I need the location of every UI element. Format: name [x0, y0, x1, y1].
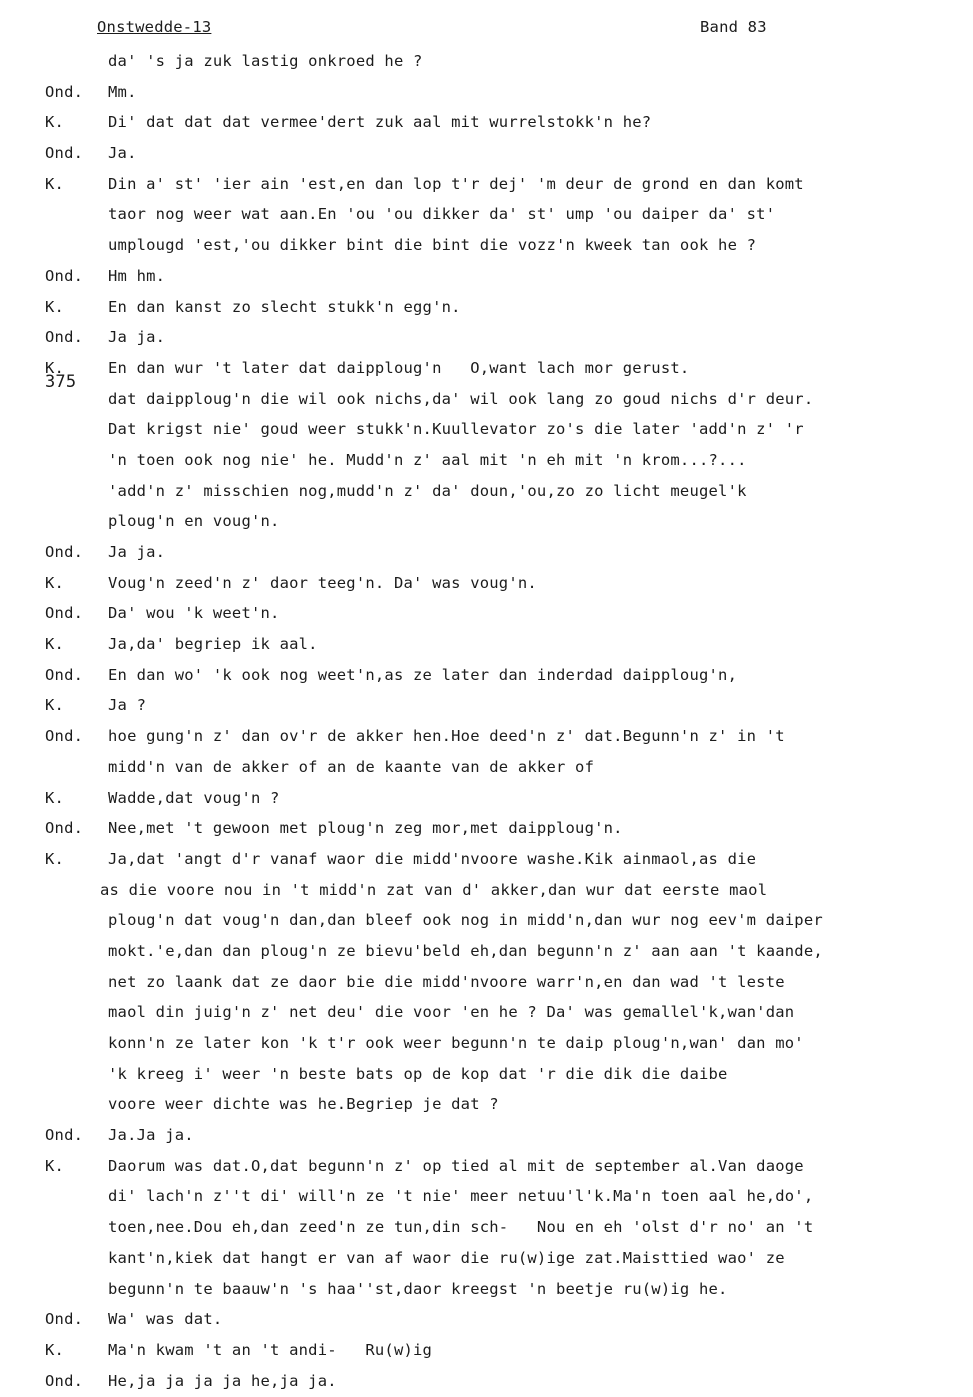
transcript-line [0, 138, 973, 169]
transcript-line [0, 568, 973, 599]
speaker-label: Ond. [45, 266, 84, 285]
utterance-text: Din a' st' 'ier ain 'est,en dan lop t'r dej' 'm deur de grond en dan komt [108, 174, 804, 193]
speaker-label: K. [45, 1156, 65, 1175]
speaker-label: Ond. [45, 1371, 84, 1390]
transcript-line [0, 598, 973, 629]
transcript-line [0, 1028, 973, 1059]
utterance-text: da' 's ja zuk lastig onkroed he ? [108, 52, 423, 70]
speaker-label: K. [45, 297, 65, 316]
speaker-label: K. [45, 696, 65, 715]
speaker-label: Ond. [45, 82, 84, 101]
transcript-line [0, 107, 973, 138]
transcript-line [0, 230, 973, 261]
transcript-line [0, 414, 973, 445]
transcript-line [0, 629, 973, 660]
transcript-line [0, 813, 973, 844]
speaker-label: Ond. [45, 819, 84, 838]
speaker-label: K. [45, 573, 65, 592]
utterance-text: Ja ja. [108, 328, 166, 347]
utterance-text: midd'n van de akker of an de kaante van de akker of [108, 757, 595, 776]
utterance-text: Ja,dat 'angt d'r vanaf waor die midd'nvoore washe.Kik ainmaol,as die [108, 849, 757, 868]
utterance-text: Voug'n zeed'n z' daor teeg'n. Da' was voug'n. [108, 573, 537, 592]
transcript-line [0, 721, 973, 752]
transcript-line [0, 506, 973, 537]
transcript-line [0, 46, 973, 77]
utterance-text: begunn'n te baauw'n 's haa''st,daor kreegst 'n beetje ru(w)ig he. [108, 1279, 728, 1298]
speaker-label: K. [45, 358, 65, 377]
utterance-text: Ja. [108, 144, 137, 163]
utterance-text: Dat krigst nie' goud weer stukk'n.Kuullevator zo's die later 'add'n z' 'r [108, 420, 804, 439]
transcript-line [0, 292, 973, 323]
document-title: Onstwedde-13 [97, 18, 212, 36]
utterance-text: ploug'n dat voug'n dan,dan bleef ook nog in midd'n,dan wur nog eev'm daiper [108, 911, 823, 930]
speaker-label: Ond. [45, 1310, 84, 1329]
utterance-text: toen,nee.Dou eh,dan zeed'n ze tun,din sch- Nou en eh 'olst d'r no' an 't [108, 1218, 814, 1237]
transcript-line [0, 353, 973, 384]
speaker-label: K. [45, 113, 65, 132]
transcript-line [0, 199, 973, 230]
transcript-line [0, 77, 973, 108]
transcript-line [0, 476, 973, 507]
utterance-text: Ma'n kwam 't an 't andi- Ru(w)ig [108, 1340, 433, 1359]
utterance-text: mokt.'e,dan dan ploug'n ze bievu'beld eh,dan begunn'n z' aan aan 't kaande, [108, 941, 823, 960]
utterance-text: Wadde,dat voug'n ? [108, 788, 280, 807]
speaker-label: Ond. [45, 604, 84, 623]
utterance-text: 'n toen ook nog nie' he. Mudd'n z' aal mit 'n eh mit 'n krom...?... [108, 450, 747, 469]
utterance-text: En dan kanst zo slecht stukk'n egg'n. [108, 297, 461, 316]
utterance-text: hoe gung'n z' dan ov'r de akker hen.Hoe deed'n z' dat.Begunn'n z' in 't [108, 727, 785, 746]
utterance-text: He,ja ja ja ja he,ja ja. [108, 1371, 337, 1390]
transcript-line [0, 690, 973, 721]
transcript-line [0, 1274, 973, 1305]
speaker-label: K. [45, 1340, 65, 1359]
transcript-line [0, 1212, 973, 1243]
transcript-line [0, 905, 973, 936]
transcript-line [0, 997, 973, 1028]
utterance-text: En dan wur 't later dat daipploug'n O,want lach mor gerust. [108, 358, 690, 377]
utterance-text: taor nog weer wat aan.En 'ou 'ou dikker da' st' ump 'ou daiper da' st' [108, 205, 776, 224]
utterance-text: Ja,da' begriep ik aal. [108, 635, 318, 654]
utterance-text: Hm hm. [108, 266, 166, 285]
utterance-text: Da' wou 'k weet'n. [108, 604, 280, 623]
utterance-text: net zo laank dat ze daor bie die midd'nvoore warr'n,en dan wad 't leste [108, 972, 785, 991]
utterance-text: 'k kreeg i' weer 'n beste bats op de kop dat 'r die dik die daibe [108, 1064, 728, 1083]
transcript-line [0, 1120, 973, 1151]
utterance-text: umplougd 'est,'ou dikker bint die bint die vozz'n kweek tan ook he ? [108, 236, 757, 255]
utterance-text: Wa' was dat. [108, 1310, 223, 1329]
speaker-label: K. [45, 849, 65, 868]
speaker-label: Ond. [45, 1126, 84, 1145]
transcript-line [0, 1181, 973, 1212]
transcript-line [0, 261, 973, 292]
transcript-line [0, 660, 973, 691]
transcript-line [0, 537, 973, 568]
speaker-label: Ond. [45, 144, 84, 163]
speaker-label: Ond. [45, 727, 84, 746]
speaker-label: Ond. [45, 328, 84, 347]
utterance-text: di' lach'n z''t di' will'n ze 't nie' meer netuu'l'k.Ma'n toen aal he,do', [108, 1187, 814, 1206]
transcript-line [0, 1089, 973, 1120]
speaker-label: Ond. [45, 543, 84, 561]
margin-counter-number: 375 [45, 372, 77, 392]
transcript-line [0, 384, 973, 415]
utterance-text: Ja ? [108, 696, 147, 715]
transcript-line [0, 445, 973, 476]
speaker-label: K. [45, 635, 65, 654]
transcript-line [0, 1366, 973, 1397]
transcript-line [0, 1304, 973, 1335]
utterance-text: kant'n,kiek dat hangt er van af waor die ru(w)ige zat.Maisttied wao' ze [108, 1248, 785, 1267]
transcript-lines [0, 46, 973, 1396]
band-number: Band 83 [700, 18, 767, 36]
transcript-line [0, 783, 973, 814]
utterance-text: dat daipploug'n die wil ook nichs,da' wil ook lang zo goud nichs d'r deur. [108, 389, 814, 408]
utterance-text: Ja ja. [108, 543, 166, 561]
utterance-text: maol din juig'n z' net deu' die voor 'en he ? Da' was gemallel'k,wan'dan [108, 1003, 795, 1022]
utterance-text: Mm. [108, 82, 137, 101]
transcript-line [0, 169, 973, 200]
transcript-line [0, 1335, 973, 1366]
utterance-text: as die voore nou in 't midd'n zat van d' akker,dan wur dat eerste maol [100, 880, 768, 899]
utterance-text: Di' dat dat dat vermee'dert zuk aal mit wurrelstokk'n he? [108, 113, 652, 132]
utterance-text: Nee,met 't gewoon met ploug'n zeg mor,met daipploug'n. [108, 819, 623, 838]
transcript-line [0, 844, 973, 875]
utterance-text: 'add'n z' misschien nog,mudd'n z' da' doun,'ou,zo zo licht meugel'k [108, 481, 747, 500]
utterance-text: ploug'n en voug'n. [108, 512, 280, 531]
transcript-line [0, 875, 973, 906]
speaker-label: K. [45, 174, 65, 193]
utterance-text: voore weer dichte was he.Begriep je dat ? [108, 1095, 499, 1114]
transcript-line [0, 967, 973, 998]
transcript-line [0, 322, 973, 353]
speaker-label: K. [45, 788, 65, 807]
transcript-line [0, 1243, 973, 1274]
utterance-text: Ja.Ja ja. [108, 1126, 194, 1145]
utterance-text: konn'n ze later kon 'k t'r ook weer begunn'n te daip ploug'n,wan' dan mo' [108, 1034, 804, 1052]
transcript-line [0, 1059, 973, 1090]
utterance-text: En dan wo' 'k ook nog weet'n,as ze later dan inderdad daipploug'n, [108, 665, 738, 684]
speaker-label: Ond. [45, 665, 84, 684]
transcript-line [0, 936, 973, 967]
utterance-text: Daorum was dat.O,dat begunn'n z' op tied al mit de september al.Van daoge [108, 1156, 804, 1175]
transcript-line [0, 752, 973, 783]
transcript-line [0, 1151, 973, 1182]
